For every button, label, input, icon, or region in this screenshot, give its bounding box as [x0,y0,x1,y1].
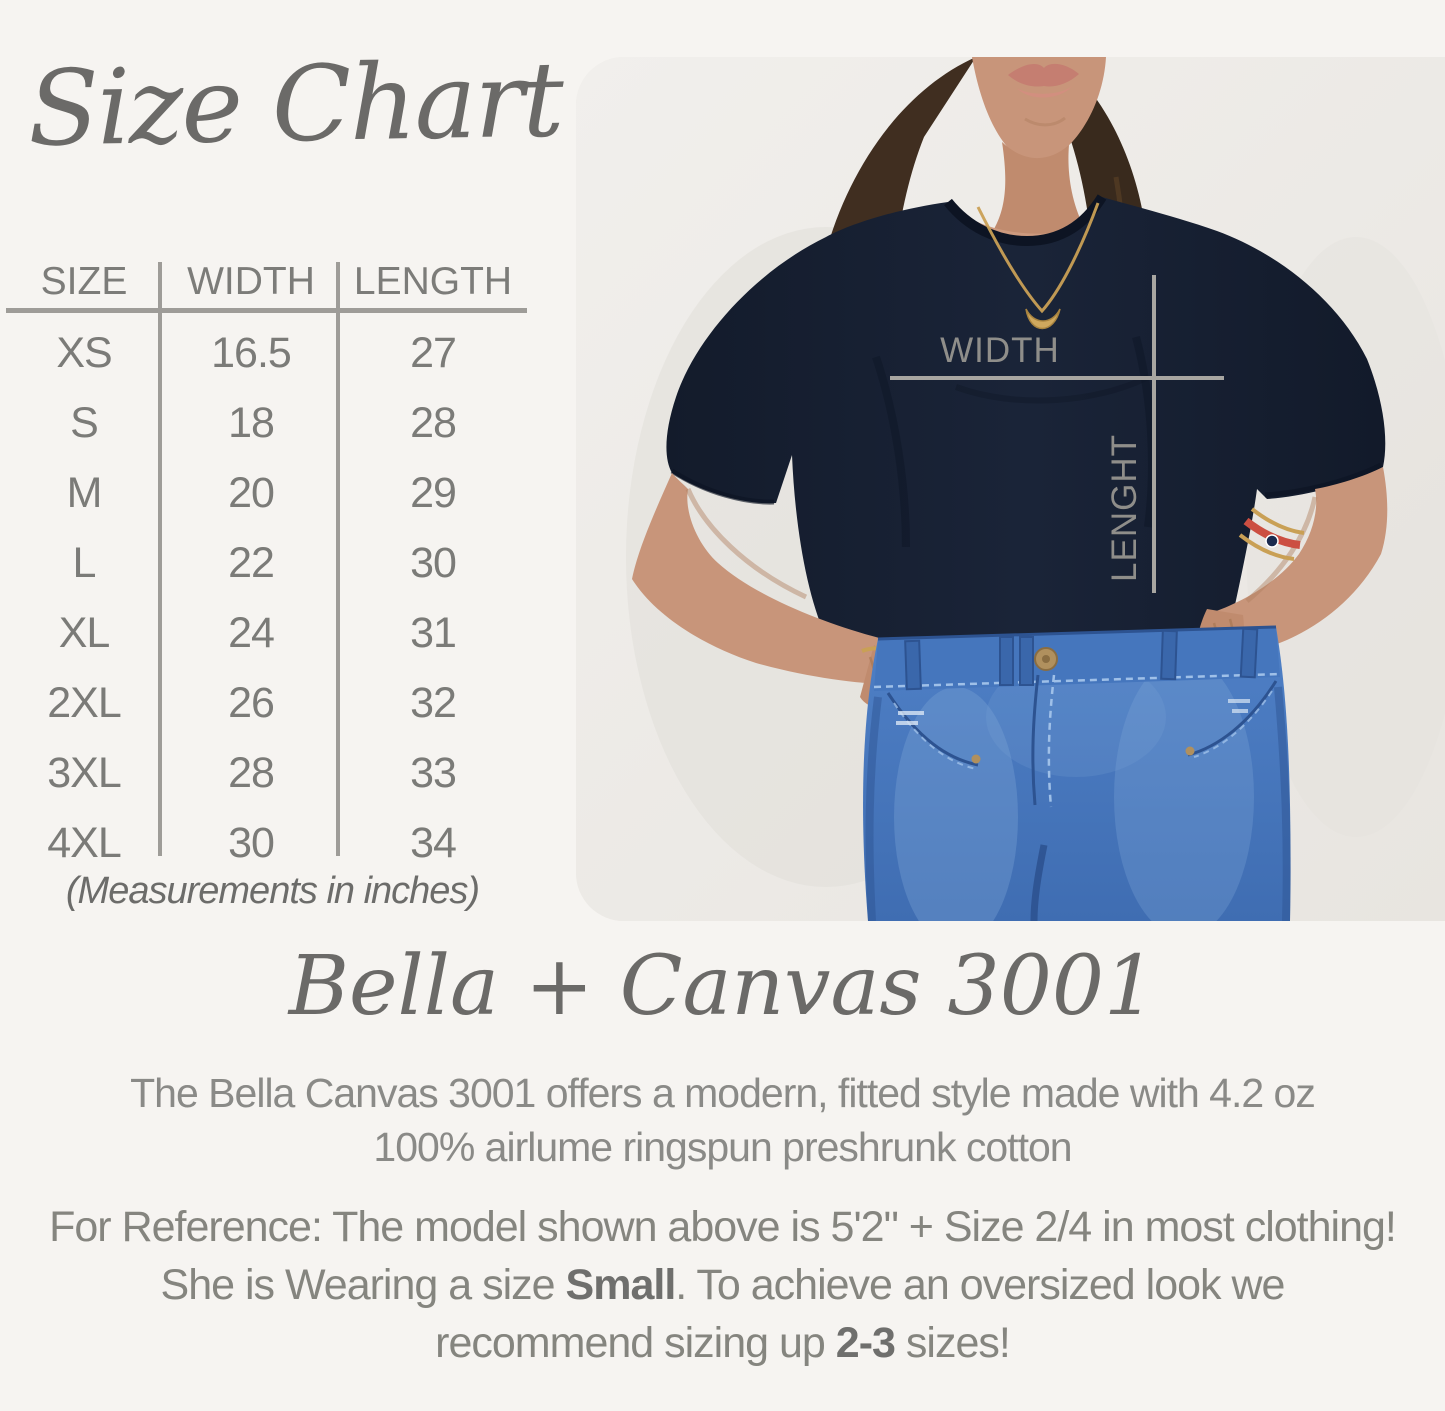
width-value: 22 [228,538,274,587]
table-row [6,808,526,878]
width-value: 30 [228,818,274,867]
product-description [0,1066,1445,1174]
length-value: 34 [410,818,456,867]
width-value: 24 [228,608,274,657]
width-value: 28 [228,748,274,797]
table-header-divider [6,308,527,313]
size-value: 2XL [47,678,121,727]
size-value: S [70,398,98,447]
length-value: 33 [410,748,456,797]
width-measure-line [890,376,1224,380]
table-row [6,318,526,388]
reference-line: For Reference: The model shown above is 5'2" + Size 2/4 in most clothing! [49,1203,1396,1251]
size-value: XS [56,328,112,377]
size-up-emphasis: 2-3 [835,1319,895,1367]
description-line: The Bella Canvas 3001 offers a modern, fitted style made with 4.2 oz [130,1070,1315,1116]
table-column-divider [336,262,340,856]
description-line: 100% airlume ringspun preshrunk cotton [373,1124,1072,1170]
table-row [6,458,526,528]
length-value: 30 [410,538,456,587]
measurement-units-caption: (Measurements in inches) [65,870,480,912]
length-value: 28 [410,398,456,447]
model-illustration [576,57,1445,921]
reference-line: She is Wearing a size Small. To achieve an oversized look we [160,1261,1285,1309]
table-row [6,528,526,598]
length-value: 32 [410,678,456,727]
size-value: 4XL [47,818,121,867]
product-title: Bella + Canvas 3001 [288,939,1157,1034]
length-value: 29 [410,468,456,517]
size-value: M [66,468,102,517]
width-value: 20 [228,468,274,517]
column-header-width: WIDTH [187,260,315,303]
column-header-size: SIZE [40,260,128,303]
size-small-emphasis: Small [565,1261,676,1309]
table-row [6,598,526,668]
table-row [6,668,526,738]
model-reference-note [0,1198,1445,1372]
width-value: 26 [228,678,274,727]
length-measure-label: LENGHT [1105,434,1144,582]
table-column-divider [158,262,162,856]
width-measure-label: WIDTH [940,331,1060,370]
size-value: 3XL [47,748,121,797]
column-header-length: LENGTH [353,260,513,303]
table-row [6,388,526,458]
size-value: L [72,538,96,587]
size-table [6,246,526,878]
width-value: 18 [228,398,274,447]
size-value: XL [58,608,110,657]
length-value: 31 [410,608,456,657]
width-value: 16.5 [211,328,291,377]
length-value: 27 [410,328,456,377]
reference-line: recommend sizing up 2-3 sizes! [435,1319,1010,1367]
model-photo [576,57,1445,921]
size-chart-heading: Size Chart [26,38,564,170]
table-row [6,738,526,808]
length-measure-line [1152,275,1156,593]
